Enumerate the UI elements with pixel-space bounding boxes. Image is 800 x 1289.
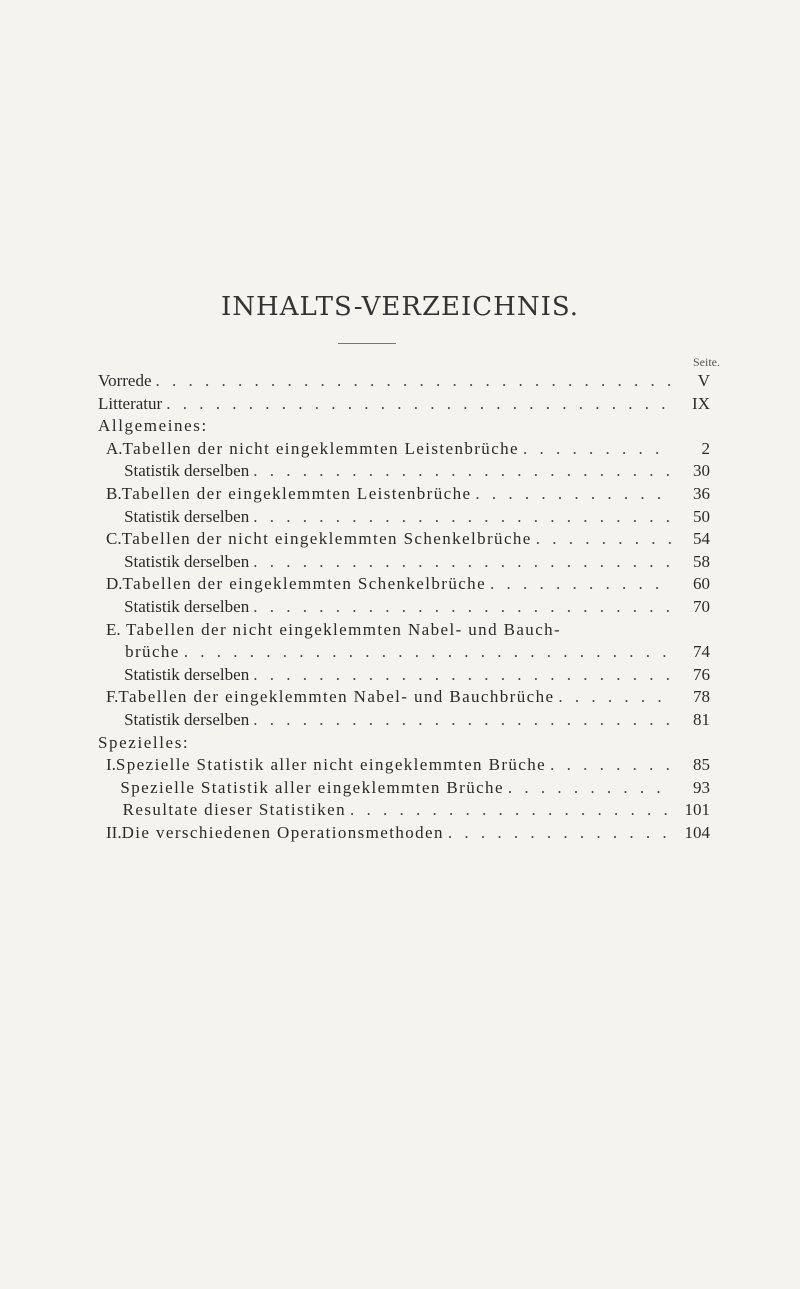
leader-dots <box>490 573 672 596</box>
toc-entry-text: Tabellen der nicht eingeklemmten Nabel- und Bauch- <box>126 619 562 639</box>
toc-page-number: 85 <box>693 755 710 775</box>
toc-page-number: 101 <box>684 800 710 820</box>
section-heading: Spezielles: <box>98 732 190 752</box>
leader-dots <box>184 641 672 664</box>
toc-page-number: 70 <box>693 596 710 616</box>
toc-entry-text: Statistik derselben <box>124 664 250 684</box>
toc-entry-letter: F. <box>106 687 119 707</box>
toc-entry-d <box>98 573 710 596</box>
leader-dots <box>558 686 672 709</box>
leader-dots <box>253 596 672 619</box>
toc-entry-i <box>98 754 710 777</box>
toc-entry-text: brüche <box>125 642 180 662</box>
toc-entry-text: Statistik derselben <box>124 461 250 481</box>
leader-dots <box>156 370 673 393</box>
table-of-contents <box>98 370 710 844</box>
toc-entry-b-statistik <box>98 506 710 529</box>
leader-dots <box>550 754 672 777</box>
leader-dots <box>475 483 672 506</box>
toc-entry-f-statistik <box>98 709 710 732</box>
toc-entry-text: Litteratur <box>98 393 163 413</box>
toc-page-number: 30 <box>693 461 710 481</box>
toc-entry-e <box>98 619 710 642</box>
toc-entry-c-statistik <box>98 551 710 574</box>
toc-entry-letter: B. <box>106 483 122 503</box>
toc-entry-text: Tabellen der nicht eingeklemmten Schenkelbrüche <box>121 529 532 549</box>
toc-entry-letter: I. <box>106 755 116 775</box>
toc-entry-f <box>98 686 710 709</box>
toc-entry-text: Statistik derselben <box>124 596 250 616</box>
toc-entry-ii <box>98 822 710 845</box>
toc-page-number: 104 <box>684 822 710 842</box>
leader-dots <box>166 393 672 416</box>
toc-entry-i-2 <box>98 777 710 800</box>
toc-entry-c <box>98 528 710 551</box>
toc-entry-vorrede <box>98 370 710 393</box>
toc-entry-letter: A. <box>106 438 123 458</box>
toc-entry-d-statistik <box>98 596 710 619</box>
toc-entry-e-statistik <box>98 664 710 687</box>
leader-dots <box>253 709 672 732</box>
toc-entry-letter: II. <box>106 822 122 842</box>
section-heading: Allgemeines: <box>98 416 208 436</box>
toc-entry-i-3 <box>98 799 710 822</box>
leader-dots <box>253 506 672 529</box>
toc-page-number: 78 <box>693 687 710 707</box>
title-divider <box>338 343 396 344</box>
toc-entry-text: Statistik derselben <box>124 506 250 526</box>
toc-page-number: IX <box>692 393 710 413</box>
page-title: INHALTS-VERZEICHNIS. <box>221 292 579 322</box>
leader-dots <box>536 528 672 551</box>
toc-page-number: 76 <box>693 664 710 684</box>
toc-entry-e-continued <box>98 641 710 664</box>
leader-dots <box>253 460 672 483</box>
toc-entry-text: Vorrede <box>98 371 152 390</box>
toc-page-number: 93 <box>693 777 710 797</box>
toc-entry-text: Tabellen der eingeklemmten Nabel- und Bauchbrüche <box>118 687 555 707</box>
leader-dots <box>508 777 672 800</box>
toc-page-number: 54 <box>693 529 710 549</box>
page-column-label: Seite. <box>693 355 720 369</box>
leader-dots <box>448 822 672 845</box>
toc-entry-a-statistik <box>98 460 710 483</box>
leader-dots <box>253 664 672 687</box>
toc-page-number: 81 <box>693 709 710 729</box>
toc-entry-text: Tabellen der eingeklemmten Leistenbrüche <box>121 483 472 503</box>
toc-entry-text: Spezielle Statistik aller nicht eingeklemmten Brüche <box>115 755 547 775</box>
toc-page-number: 36 <box>693 483 710 503</box>
leader-dots <box>253 551 672 574</box>
toc-entry-b <box>98 483 710 506</box>
leader-dots <box>523 438 672 461</box>
toc-entry-letter: E. <box>106 619 121 639</box>
toc-entry-text: Tabellen der eingeklemmten Schenkelbrüche <box>122 574 487 594</box>
toc-section-heading-spezielles <box>98 732 710 755</box>
toc-page-number: V <box>697 371 710 390</box>
toc-entry-letter: C. <box>106 529 122 549</box>
toc-page-number: 58 <box>693 551 710 571</box>
toc-entry-a <box>98 438 710 461</box>
toc-entry-text: Statistik derselben <box>124 709 250 729</box>
toc-entry-text: Die verschiedenen Operationsmethoden <box>121 822 444 842</box>
toc-entry-text: Statistik derselben <box>124 551 250 571</box>
toc-page-number: 60 <box>693 574 710 594</box>
toc-entry-letter: D. <box>106 574 123 594</box>
toc-entry-text: Resultate dieser Statistiken <box>122 800 346 820</box>
leader-dots <box>350 799 672 822</box>
toc-entry-text: Spezielle Statistik aller eingeklemmten Brüche <box>120 777 504 797</box>
toc-page-number: 2 <box>701 438 710 458</box>
toc-entry-litteratur <box>98 393 710 416</box>
toc-page-number: 50 <box>693 506 710 526</box>
toc-section-heading-allgemeines <box>98 415 710 438</box>
toc-page-number: 74 <box>693 642 710 662</box>
toc-entry-text: Tabellen der nicht eingeklemmten Leistenbrüche <box>122 438 519 458</box>
